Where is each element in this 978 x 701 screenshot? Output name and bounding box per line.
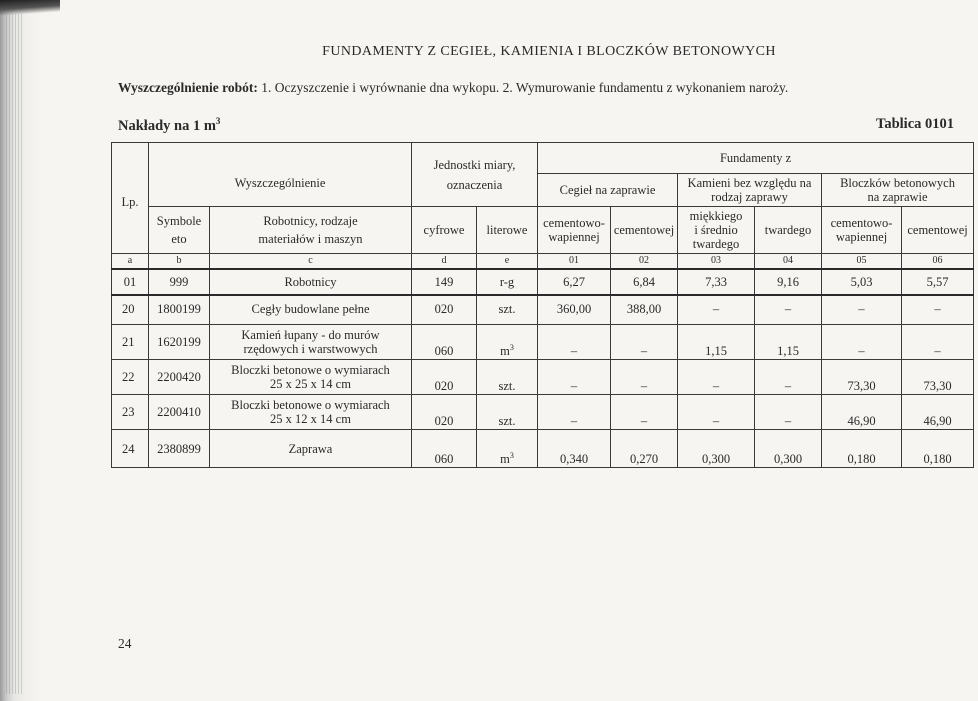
material-value: – xyxy=(678,360,755,395)
header-digital: cyfrowe xyxy=(412,207,477,254)
header-sub-05-line2: wapiennej xyxy=(835,230,888,244)
column-letter: c xyxy=(210,254,412,270)
material-name xyxy=(210,395,412,430)
material-value: – xyxy=(678,395,755,430)
header-group-bricks: Cegieł na zaprawie xyxy=(538,174,678,207)
header-group-stones-line1: Kamieni bez względu na xyxy=(687,176,812,190)
material-name xyxy=(210,295,412,325)
header-sub-05 xyxy=(822,207,902,254)
material-value: – xyxy=(902,295,974,325)
material-value: 73,30 xyxy=(902,360,974,395)
material-row xyxy=(112,295,974,325)
header-sub-02-line1: cementowej xyxy=(613,223,675,237)
header-workers-line1: Robotnicy, rodzaje xyxy=(263,214,358,228)
material-lp: 21 xyxy=(112,325,149,360)
binding-edge xyxy=(0,0,60,16)
material-unit-text: m xyxy=(500,452,510,466)
material-symbol: 1620199 xyxy=(149,325,210,360)
column-letter: 06 xyxy=(902,254,974,270)
header-group-blocks xyxy=(822,174,974,207)
column-letter: d xyxy=(412,254,477,270)
material-digital: 020 xyxy=(412,295,477,325)
material-unit-text: szt. xyxy=(498,302,516,316)
labor-digital: 149 xyxy=(412,269,477,295)
material-symbol: 2380899 xyxy=(149,430,210,468)
labor-value: 6,27 xyxy=(538,269,611,295)
material-value: 1,15 xyxy=(755,325,822,360)
material-value: 0,180 xyxy=(822,430,902,468)
column-letter: 02 xyxy=(611,254,678,270)
column-letter: 04 xyxy=(755,254,822,270)
header-sub-03 xyxy=(678,207,755,254)
material-name-line: Zaprawa xyxy=(288,441,333,456)
material-digital: 020 xyxy=(412,395,477,430)
header-sub-05-line1: cementowo- xyxy=(830,216,893,230)
header-group-blocks-line2: na zaprawie xyxy=(867,190,928,204)
column-letter: 01 xyxy=(538,254,611,270)
expenditure-heading-text: Nakłady na 1 m xyxy=(118,117,216,134)
material-unit xyxy=(477,430,538,468)
labor-symbol: 999 xyxy=(149,269,210,295)
material-name xyxy=(210,430,412,468)
material-lp: 24 xyxy=(112,430,149,468)
material-lp: 22 xyxy=(112,360,149,395)
labor-value: 5,57 xyxy=(902,269,974,295)
expenditure-heading-sup: 3 xyxy=(215,116,221,126)
material-name-line: Kamień łupany - do murów xyxy=(241,328,380,342)
material-value: – xyxy=(755,295,822,325)
header-sub-01-line1: cementowo- xyxy=(543,216,605,230)
material-value: – xyxy=(822,295,902,325)
works-description xyxy=(118,80,788,96)
material-value: – xyxy=(611,325,678,360)
material-lp: 23 xyxy=(112,395,149,430)
material-digital: 060 xyxy=(412,325,477,360)
material-value: 360,00 xyxy=(538,295,611,325)
material-value: – xyxy=(538,360,611,395)
page-number: 24 xyxy=(118,636,132,651)
column-letter: a xyxy=(112,254,149,270)
header-workers-line2: materiałów i maszyn xyxy=(258,232,363,246)
header-literal: literowe xyxy=(477,207,538,254)
material-value: – xyxy=(902,325,974,360)
header-sub-03-line2: i średnio xyxy=(694,223,738,237)
material-unit-text: szt. xyxy=(498,414,516,428)
material-value: 46,90 xyxy=(902,395,974,430)
header-sub-03-line3: twardego xyxy=(692,237,740,251)
column-letter: 03 xyxy=(678,254,755,270)
material-symbol: 2200410 xyxy=(149,395,210,430)
material-digital: 060 xyxy=(412,430,477,468)
header-group-blocks-line1: Bloczków betonowych xyxy=(840,176,955,190)
material-lp: 20 xyxy=(112,295,149,325)
labor-lp: 01 xyxy=(112,269,149,295)
material-unit-sup: 3 xyxy=(509,450,514,460)
labor-value: 7,33 xyxy=(678,269,755,295)
material-row xyxy=(112,325,974,360)
header-specification: Wyszczególnienie xyxy=(149,143,412,207)
header-sub-06 xyxy=(902,207,974,254)
material-unit xyxy=(477,325,538,360)
material-value: – xyxy=(538,395,611,430)
material-name xyxy=(210,325,412,360)
labor-value: 6,84 xyxy=(611,269,678,295)
material-value: 46,90 xyxy=(822,395,902,430)
labor-row xyxy=(112,269,974,295)
header-symbols-line1: Symbole xyxy=(156,214,202,228)
material-name-line: Bloczki betonowe o wymiarach xyxy=(231,363,390,377)
material-name-line: Cegły budowlane pełne xyxy=(251,302,370,316)
labor-value: 5,03 xyxy=(822,269,902,295)
page-title: FUNDAMENTY Z CEGIEŁ, KAMIENIA I BLOCZKÓW BETONOWYCH xyxy=(322,44,776,59)
material-value: 0,340 xyxy=(538,430,611,468)
column-letters-row xyxy=(112,254,974,270)
header-sub-04 xyxy=(755,207,822,254)
material-name-line: 25 x 25 x 14 cm xyxy=(270,377,351,391)
page-edges xyxy=(6,14,22,694)
header-group-stones-line2: rodzaj zaprawy xyxy=(711,190,788,204)
column-letter: e xyxy=(477,254,538,270)
labor-name: Robotnicy xyxy=(210,269,412,295)
material-value: 0,270 xyxy=(611,430,678,468)
material-unit-text: szt. xyxy=(498,379,516,393)
header-foundations: Fundamenty z xyxy=(538,143,974,174)
material-digital: 020 xyxy=(412,360,477,395)
header-units-line1: Jednostki miary, xyxy=(433,157,516,172)
material-name-line: 25 x 12 x 14 cm xyxy=(270,412,351,426)
material-symbol: 2200420 xyxy=(149,360,210,395)
material-row xyxy=(112,430,974,468)
header-symbols xyxy=(149,207,210,254)
material-value: 0,300 xyxy=(678,430,755,468)
material-value: 0,180 xyxy=(902,430,974,468)
material-value: 1,15 xyxy=(678,325,755,360)
labor-value: 9,16 xyxy=(755,269,822,295)
material-value: – xyxy=(755,395,822,430)
material-unit-sup: 3 xyxy=(509,342,514,352)
header-sub-01 xyxy=(538,207,611,254)
header-symbols-line2: eto xyxy=(171,232,187,246)
header-lp: Lp. xyxy=(112,143,149,254)
material-value: – xyxy=(822,325,902,360)
table-number: Tablica 0101 xyxy=(876,116,955,132)
header-sub-02 xyxy=(611,207,678,254)
material-row xyxy=(112,395,974,430)
material-name-line: Bloczki betonowe o wymiarach xyxy=(231,398,390,412)
material-name-line: rzędowych i warstwowych xyxy=(243,342,378,356)
material-value: – xyxy=(678,295,755,325)
expenditure-heading xyxy=(118,116,220,135)
header-units-line2: oznaczenia xyxy=(446,177,503,192)
material-value: – xyxy=(611,360,678,395)
works-description-label: Wyszczególnienie robót: xyxy=(118,80,258,95)
header-group-stones xyxy=(678,174,822,207)
column-letter: b xyxy=(149,254,210,270)
material-value: – xyxy=(755,360,822,395)
column-letter: 05 xyxy=(822,254,902,270)
material-symbol: 1800199 xyxy=(149,295,210,325)
header-sub-01-line2: wapiennej xyxy=(548,230,600,244)
norms-table xyxy=(111,142,974,468)
material-row xyxy=(112,360,974,395)
labor-unit: r-g xyxy=(477,269,538,295)
header-workers-materials xyxy=(210,207,412,254)
material-value: 73,30 xyxy=(822,360,902,395)
material-unit xyxy=(477,395,538,430)
works-description-text: 1. Oczyszczenie i wyrównanie dna wykopu. 2. Wymurowanie fundamentu z wykonaniem naroży. xyxy=(261,80,789,95)
material-unit xyxy=(477,360,538,395)
material-value: – xyxy=(538,325,611,360)
material-value: – xyxy=(611,395,678,430)
material-unit-text: m xyxy=(500,344,510,358)
header-units xyxy=(412,143,538,207)
material-value: 0,300 xyxy=(755,430,822,468)
material-value: 388,00 xyxy=(611,295,678,325)
material-name xyxy=(210,360,412,395)
header-sub-03-line1: miękkiego xyxy=(689,209,743,223)
material-unit xyxy=(477,295,538,325)
header-sub-06-line1: cementowej xyxy=(907,223,968,237)
material-rows xyxy=(112,295,974,468)
header-sub-04-line1: twardego xyxy=(764,223,812,237)
book-spine-shadow xyxy=(0,0,42,701)
